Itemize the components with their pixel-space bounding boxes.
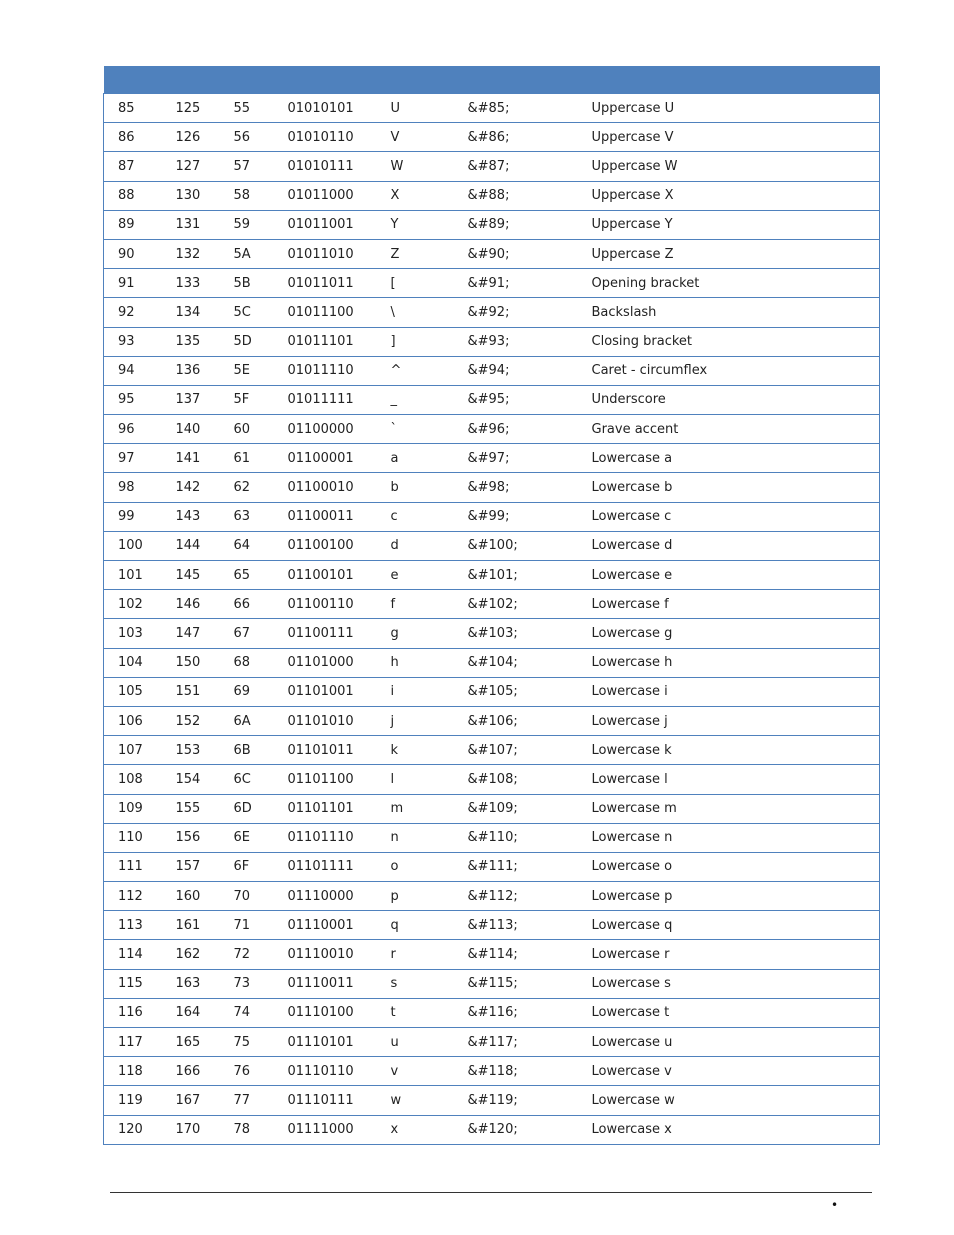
cell-octal: 141 xyxy=(162,444,220,473)
cell-html-number: &#119; xyxy=(454,1086,578,1115)
cell-symbol: ^ xyxy=(377,356,454,385)
cell-html-number: &#118; xyxy=(454,1057,578,1086)
cell-description: Lowercase s xyxy=(578,969,880,998)
cell-description: Lowercase n xyxy=(578,823,880,852)
table-row xyxy=(104,852,880,881)
cell-decimal: 92 xyxy=(104,298,162,327)
cell-binary: 01110011 xyxy=(274,969,377,998)
cell-octal: 142 xyxy=(162,473,220,502)
cell-decimal: 117 xyxy=(104,1028,162,1057)
cell-decimal: 106 xyxy=(104,706,162,735)
table-row xyxy=(104,152,880,181)
footer-bullet: • xyxy=(831,1198,839,1212)
cell-description: Lowercase k xyxy=(578,736,880,765)
cell-decimal: 105 xyxy=(104,677,162,706)
cell-hex: 59 xyxy=(220,210,274,239)
cell-decimal: 115 xyxy=(104,969,162,998)
cell-symbol: w xyxy=(377,1086,454,1115)
cell-symbol: d xyxy=(377,531,454,560)
cell-description: Lowercase p xyxy=(578,882,880,911)
cell-hex: 5D xyxy=(220,327,274,356)
cell-description: Lowercase g xyxy=(578,619,880,648)
table-row xyxy=(104,648,880,677)
cell-hex: 56 xyxy=(220,123,274,152)
cell-decimal: 103 xyxy=(104,619,162,648)
cell-description: Backslash xyxy=(578,298,880,327)
cell-decimal: 112 xyxy=(104,882,162,911)
cell-decimal: 93 xyxy=(104,327,162,356)
table-row xyxy=(104,561,880,590)
table-row xyxy=(104,619,880,648)
cell-hex: 66 xyxy=(220,590,274,619)
cell-symbol: l xyxy=(377,765,454,794)
cell-description: Lowercase t xyxy=(578,998,880,1027)
cell-description: Lowercase w xyxy=(578,1086,880,1115)
cell-symbol: k xyxy=(377,736,454,765)
cell-description: Grave accent xyxy=(578,415,880,444)
cell-hex: 6B xyxy=(220,736,274,765)
cell-symbol: f xyxy=(377,590,454,619)
cell-decimal: 89 xyxy=(104,210,162,239)
cell-decimal: 91 xyxy=(104,269,162,298)
cell-decimal: 87 xyxy=(104,152,162,181)
cell-decimal: 110 xyxy=(104,823,162,852)
cell-octal: 155 xyxy=(162,794,220,823)
table-row xyxy=(104,123,880,152)
cell-description: Lowercase h xyxy=(578,648,880,677)
cell-symbol: b xyxy=(377,473,454,502)
cell-hex: 67 xyxy=(220,619,274,648)
cell-symbol: q xyxy=(377,911,454,940)
cell-octal: 125 xyxy=(162,94,220,123)
cell-description: Uppercase Y xyxy=(578,210,880,239)
cell-html-number: &#113; xyxy=(454,911,578,940)
cell-html-number: &#86; xyxy=(454,123,578,152)
cell-symbol: [ xyxy=(377,269,454,298)
table-row xyxy=(104,385,880,414)
cell-symbol: i xyxy=(377,677,454,706)
cell-html-number: &#85; xyxy=(454,94,578,123)
cell-octal: 165 xyxy=(162,1028,220,1057)
cell-octal: 167 xyxy=(162,1086,220,1115)
cell-octal: 147 xyxy=(162,619,220,648)
cell-description: Opening bracket xyxy=(578,269,880,298)
cell-octal: 136 xyxy=(162,356,220,385)
cell-hex: 55 xyxy=(220,94,274,123)
cell-html-number: &#95; xyxy=(454,385,578,414)
cell-hex: 69 xyxy=(220,677,274,706)
cell-octal: 143 xyxy=(162,502,220,531)
cell-symbol: g xyxy=(377,619,454,648)
cell-html-number: &#117; xyxy=(454,1028,578,1057)
cell-octal: 126 xyxy=(162,123,220,152)
cell-octal: 150 xyxy=(162,648,220,677)
cell-binary: 01010101 xyxy=(274,94,377,123)
cell-symbol: j xyxy=(377,706,454,735)
cell-hex: 60 xyxy=(220,415,274,444)
cell-description: Lowercase q xyxy=(578,911,880,940)
table-header-bar xyxy=(104,67,880,94)
cell-symbol: o xyxy=(377,852,454,881)
cell-binary: 01101101 xyxy=(274,794,377,823)
cell-binary: 01101010 xyxy=(274,706,377,735)
cell-binary: 01101100 xyxy=(274,765,377,794)
cell-binary: 01011100 xyxy=(274,298,377,327)
cell-description: Lowercase l xyxy=(578,765,880,794)
table-row xyxy=(104,882,880,911)
cell-binary: 01011001 xyxy=(274,210,377,239)
cell-symbol: c xyxy=(377,502,454,531)
cell-html-number: &#103; xyxy=(454,619,578,648)
cell-binary: 01100101 xyxy=(274,561,377,590)
cell-hex: 75 xyxy=(220,1028,274,1057)
cell-octal: 154 xyxy=(162,765,220,794)
cell-description: Lowercase x xyxy=(578,1115,880,1144)
cell-html-number: &#94; xyxy=(454,356,578,385)
cell-binary: 01011010 xyxy=(274,239,377,268)
cell-hex: 68 xyxy=(220,648,274,677)
table-row xyxy=(104,327,880,356)
cell-html-number: &#110; xyxy=(454,823,578,852)
cell-hex: 74 xyxy=(220,998,274,1027)
cell-description: Uppercase W xyxy=(578,152,880,181)
cell-decimal: 118 xyxy=(104,1057,162,1086)
cell-decimal: 101 xyxy=(104,561,162,590)
cell-decimal: 120 xyxy=(104,1115,162,1144)
cell-description: Lowercase f xyxy=(578,590,880,619)
cell-description: Lowercase c xyxy=(578,502,880,531)
cell-decimal: 108 xyxy=(104,765,162,794)
cell-html-number: &#88; xyxy=(454,181,578,210)
cell-decimal: 113 xyxy=(104,911,162,940)
cell-description: Lowercase a xyxy=(578,444,880,473)
cell-decimal: 102 xyxy=(104,590,162,619)
table-row xyxy=(104,1086,880,1115)
table-row xyxy=(104,444,880,473)
cell-symbol: m xyxy=(377,794,454,823)
cell-binary: 01101111 xyxy=(274,852,377,881)
cell-decimal: 98 xyxy=(104,473,162,502)
cell-hex: 63 xyxy=(220,502,274,531)
cell-decimal: 116 xyxy=(104,998,162,1027)
table-row xyxy=(104,531,880,560)
cell-symbol: X xyxy=(377,181,454,210)
table-row xyxy=(104,1115,880,1144)
table-row xyxy=(104,940,880,969)
cell-html-number: &#92; xyxy=(454,298,578,327)
cell-symbol: h xyxy=(377,648,454,677)
cell-symbol: t xyxy=(377,998,454,1027)
cell-symbol: s xyxy=(377,969,454,998)
cell-hex: 76 xyxy=(220,1057,274,1086)
cell-symbol: e xyxy=(377,561,454,590)
cell-description: Lowercase e xyxy=(578,561,880,590)
cell-hex: 77 xyxy=(220,1086,274,1115)
cell-hex: 64 xyxy=(220,531,274,560)
cell-description: Lowercase b xyxy=(578,473,880,502)
cell-octal: 132 xyxy=(162,239,220,268)
cell-binary: 01110100 xyxy=(274,998,377,1027)
table-row xyxy=(104,210,880,239)
table-row xyxy=(104,181,880,210)
cell-html-number: &#105; xyxy=(454,677,578,706)
cell-html-number: &#93; xyxy=(454,327,578,356)
cell-symbol: x xyxy=(377,1115,454,1144)
cell-binary: 01110110 xyxy=(274,1057,377,1086)
cell-octal: 153 xyxy=(162,736,220,765)
cell-hex: 6D xyxy=(220,794,274,823)
cell-decimal: 96 xyxy=(104,415,162,444)
cell-html-number: &#97; xyxy=(454,444,578,473)
cell-octal: 162 xyxy=(162,940,220,969)
cell-binary: 01101011 xyxy=(274,736,377,765)
cell-hex: 6A xyxy=(220,706,274,735)
cell-symbol: V xyxy=(377,123,454,152)
cell-octal: 157 xyxy=(162,852,220,881)
cell-description: Caret - circumflex xyxy=(578,356,880,385)
cell-html-number: &#91; xyxy=(454,269,578,298)
cell-octal: 160 xyxy=(162,882,220,911)
cell-decimal: 104 xyxy=(104,648,162,677)
cell-decimal: 114 xyxy=(104,940,162,969)
cell-decimal: 100 xyxy=(104,531,162,560)
cell-html-number: &#109; xyxy=(454,794,578,823)
cell-octal: 156 xyxy=(162,823,220,852)
table-body xyxy=(104,94,880,1145)
cell-hex: 6C xyxy=(220,765,274,794)
cell-description: Uppercase Z xyxy=(578,239,880,268)
cell-symbol: U xyxy=(377,94,454,123)
cell-hex: 57 xyxy=(220,152,274,181)
cell-html-number: &#106; xyxy=(454,706,578,735)
cell-decimal: 90 xyxy=(104,239,162,268)
cell-hex: 70 xyxy=(220,882,274,911)
cell-symbol: r xyxy=(377,940,454,969)
cell-binary: 01010110 xyxy=(274,123,377,152)
cell-description: Closing bracket xyxy=(578,327,880,356)
cell-octal: 146 xyxy=(162,590,220,619)
cell-symbol: _ xyxy=(377,385,454,414)
cell-octal: 145 xyxy=(162,561,220,590)
table-row xyxy=(104,706,880,735)
cell-description: Lowercase j xyxy=(578,706,880,735)
cell-description: Lowercase i xyxy=(578,677,880,706)
cell-octal: 140 xyxy=(162,415,220,444)
cell-symbol: v xyxy=(377,1057,454,1086)
cell-decimal: 95 xyxy=(104,385,162,414)
cell-html-number: &#89; xyxy=(454,210,578,239)
cell-symbol: p xyxy=(377,882,454,911)
cell-html-number: &#111; xyxy=(454,852,578,881)
cell-html-number: &#102; xyxy=(454,590,578,619)
cell-hex: 5C xyxy=(220,298,274,327)
cell-binary: 01110101 xyxy=(274,1028,377,1057)
cell-binary: 01100011 xyxy=(274,502,377,531)
table-row xyxy=(104,590,880,619)
cell-decimal: 94 xyxy=(104,356,162,385)
cell-octal: 131 xyxy=(162,210,220,239)
cell-html-number: &#99; xyxy=(454,502,578,531)
cell-binary: 01100110 xyxy=(274,590,377,619)
cell-decimal: 99 xyxy=(104,502,162,531)
cell-binary: 01110000 xyxy=(274,882,377,911)
cell-html-number: &#115; xyxy=(454,969,578,998)
cell-octal: 164 xyxy=(162,998,220,1027)
cell-hex: 6F xyxy=(220,852,274,881)
cell-html-number: &#120; xyxy=(454,1115,578,1144)
table-row xyxy=(104,677,880,706)
table-row xyxy=(104,415,880,444)
cell-description: Lowercase r xyxy=(578,940,880,969)
cell-decimal: 97 xyxy=(104,444,162,473)
table-row xyxy=(104,823,880,852)
cell-octal: 133 xyxy=(162,269,220,298)
cell-hex: 5A xyxy=(220,239,274,268)
cell-hex: 71 xyxy=(220,911,274,940)
cell-decimal: 85 xyxy=(104,94,162,123)
cell-html-number: &#90; xyxy=(454,239,578,268)
cell-html-number: &#108; xyxy=(454,765,578,794)
cell-hex: 6E xyxy=(220,823,274,852)
cell-hex: 78 xyxy=(220,1115,274,1144)
cell-binary: 01011101 xyxy=(274,327,377,356)
cell-symbol: u xyxy=(377,1028,454,1057)
cell-symbol: n xyxy=(377,823,454,852)
table-row xyxy=(104,94,880,123)
cell-binary: 01111000 xyxy=(274,1115,377,1144)
cell-binary: 01101110 xyxy=(274,823,377,852)
cell-binary: 01101001 xyxy=(274,677,377,706)
cell-symbol: Y xyxy=(377,210,454,239)
table-row xyxy=(104,298,880,327)
table-row xyxy=(104,502,880,531)
cell-decimal: 88 xyxy=(104,181,162,210)
cell-description: Uppercase V xyxy=(578,123,880,152)
cell-html-number: &#112; xyxy=(454,882,578,911)
table-row xyxy=(104,473,880,502)
cell-symbol: ` xyxy=(377,415,454,444)
table-row xyxy=(104,998,880,1027)
cell-description: Underscore xyxy=(578,385,880,414)
cell-binary: 01100001 xyxy=(274,444,377,473)
cell-decimal: 119 xyxy=(104,1086,162,1115)
table-header-row xyxy=(104,67,880,94)
cell-description: Lowercase o xyxy=(578,852,880,881)
cell-html-number: &#104; xyxy=(454,648,578,677)
cell-binary: 01011111 xyxy=(274,385,377,414)
cell-binary: 01011110 xyxy=(274,356,377,385)
cell-description: Lowercase d xyxy=(578,531,880,560)
cell-hex: 65 xyxy=(220,561,274,590)
cell-octal: 166 xyxy=(162,1057,220,1086)
cell-html-number: &#114; xyxy=(454,940,578,969)
cell-hex: 72 xyxy=(220,940,274,969)
cell-binary: 01100010 xyxy=(274,473,377,502)
cell-decimal: 109 xyxy=(104,794,162,823)
cell-binary: 01010111 xyxy=(274,152,377,181)
cell-symbol: W xyxy=(377,152,454,181)
cell-octal: 152 xyxy=(162,706,220,735)
cell-description: Lowercase v xyxy=(578,1057,880,1086)
cell-hex: 61 xyxy=(220,444,274,473)
cell-html-number: &#101; xyxy=(454,561,578,590)
cell-octal: 170 xyxy=(162,1115,220,1144)
cell-binary: 01100100 xyxy=(274,531,377,560)
table-row xyxy=(104,969,880,998)
cell-symbol: \ xyxy=(377,298,454,327)
cell-html-number: &#116; xyxy=(454,998,578,1027)
cell-description: Lowercase m xyxy=(578,794,880,823)
cell-binary: 01011011 xyxy=(274,269,377,298)
table-row xyxy=(104,794,880,823)
cell-binary: 01100000 xyxy=(274,415,377,444)
cell-binary: 01011000 xyxy=(274,181,377,210)
table-row xyxy=(104,269,880,298)
cell-binary: 01100111 xyxy=(274,619,377,648)
cell-octal: 127 xyxy=(162,152,220,181)
cell-octal: 134 xyxy=(162,298,220,327)
cell-binary: 01110111 xyxy=(274,1086,377,1115)
table-row xyxy=(104,765,880,794)
cell-decimal: 107 xyxy=(104,736,162,765)
table-row xyxy=(104,1028,880,1057)
cell-hex: 5F xyxy=(220,385,274,414)
cell-symbol: a xyxy=(377,444,454,473)
cell-binary: 01110010 xyxy=(274,940,377,969)
cell-hex: 73 xyxy=(220,969,274,998)
cell-hex: 5E xyxy=(220,356,274,385)
cell-hex: 62 xyxy=(220,473,274,502)
cell-html-number: &#87; xyxy=(454,152,578,181)
table-row xyxy=(104,911,880,940)
cell-decimal: 86 xyxy=(104,123,162,152)
table-row xyxy=(104,736,880,765)
cell-hex: 5B xyxy=(220,269,274,298)
table-row xyxy=(104,1057,880,1086)
cell-octal: 163 xyxy=(162,969,220,998)
cell-symbol: ] xyxy=(377,327,454,356)
cell-binary: 01101000 xyxy=(274,648,377,677)
cell-octal: 130 xyxy=(162,181,220,210)
cell-description: Lowercase u xyxy=(578,1028,880,1057)
table-row xyxy=(104,239,880,268)
cell-binary: 01110001 xyxy=(274,911,377,940)
cell-octal: 161 xyxy=(162,911,220,940)
cell-html-number: &#98; xyxy=(454,473,578,502)
ascii-table xyxy=(103,66,880,1145)
cell-symbol: Z xyxy=(377,239,454,268)
cell-octal: 151 xyxy=(162,677,220,706)
cell-hex: 58 xyxy=(220,181,274,210)
cell-description: Uppercase U xyxy=(578,94,880,123)
cell-octal: 137 xyxy=(162,385,220,414)
cell-decimal: 111 xyxy=(104,852,162,881)
ascii-table-container xyxy=(103,66,879,1145)
table-row xyxy=(104,356,880,385)
cell-description: Uppercase X xyxy=(578,181,880,210)
cell-html-number: &#100; xyxy=(454,531,578,560)
footer-rule xyxy=(110,1192,872,1193)
cell-octal: 144 xyxy=(162,531,220,560)
cell-html-number: &#96; xyxy=(454,415,578,444)
cell-html-number: &#107; xyxy=(454,736,578,765)
cell-octal: 135 xyxy=(162,327,220,356)
